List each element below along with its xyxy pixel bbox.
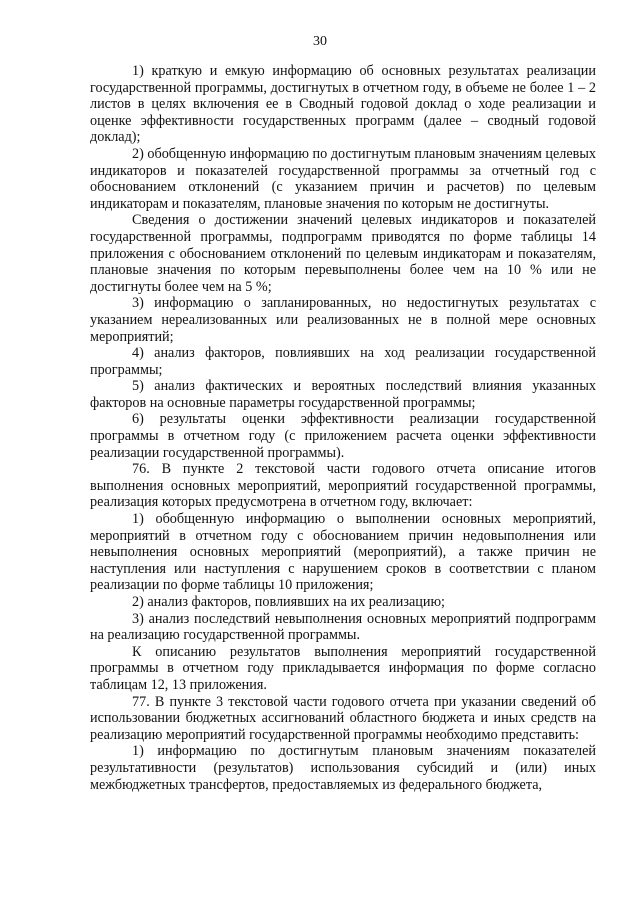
- paragraph: 1) информацию по достигнутым плановым значениям показателей результативности (результатов) использования субсидий и (или) иных межбюджетных трансфертов, предоставляемых из федерального бюджета,: [90, 743, 596, 793]
- paragraph: 1) краткую и емкую информацию об основных результатах реализации государственной программы, достигнутых в отчетном году, в объеме не более 1 – 2 листов в целях включения ее в Сводный годовой доклад о ходе реализации и оценке эффективности государственных программ (далее – сводный годовой доклад);: [90, 63, 596, 146]
- paragraph: 6) результаты оценки эффективности реализации государственной программы в отчетном году (с приложением расчета оценки эффективности реализации государственной программы).: [90, 411, 596, 461]
- paragraph: 1) обобщенную информацию о выполнении основных мероприятий, мероприятий в отчетном году с обоснованием причин недовыполнения или невыполнения основных мероприятий (мероприятий), а также причин не наступления или наступления с нарушением сроков в соответствии с планом реализации по форме таблицы 10 приложения;: [90, 511, 596, 594]
- paragraph: 5) анализ фактических и вероятных последствий влияния указанных факторов на основные параметры государственной программы;: [90, 378, 596, 411]
- paragraph: 3) анализ последствий невыполнения основных мероприятий подпрограмм на реализацию государственной программы.: [90, 610, 596, 644]
- page-number: 30: [313, 34, 327, 49]
- paragraph: 2) анализ факторов, повлиявших на их реализацию;: [132, 594, 445, 610]
- paragraph: 4) анализ факторов, повлиявших на ход реализации государственной программы;: [90, 345, 596, 378]
- paragraph: 76. В пункте 2 текстовой части годового отчета описание итогов выполнения основных мероприятий, мероприятий государственной программы, реализация которых предусмотрена в отчетном году, включает:: [90, 461, 596, 511]
- paragraph: К описанию результатов выполнения мероприятий государственной программы в отчетном году прикладывается информация по форме согласно таблицам 12, 13 приложения.: [90, 643, 596, 693]
- paragraph: 77. В пункте 3 текстовой части годового отчета при указании сведений об использовании бюджетных ассигнований областного бюджета и иных средств на реализацию мероприятий государственной программы необходимо представить:: [90, 693, 596, 743]
- paragraph: Сведения о достижении значений целевых индикаторов и показателей государственной программы, подпрограмм приводятся по форме таблицы 14 приложения с обоснованием отклонений по целевым индикаторам и показателям, плановые значения по которым перевыполнены более чем на 10 % или не достигнуты более чем на 5 %;: [90, 212, 596, 295]
- body-text: [90, 63, 596, 793]
- paragraph: 2) обобщенную информацию по достигнутым плановым значениям целевых индикаторов и показателей государственной программы за отчетный год с обоснованием отклонений (с указанием причин и расчетов) по целевым индикаторам и показателям, плановые значения по которым не достигнуты.: [90, 145, 596, 212]
- paragraph: 3) информацию о запланированных, но недостигнутых результатах с указанием нереализованных или реализованных не в полной мере основных мероприятий;: [90, 295, 596, 345]
